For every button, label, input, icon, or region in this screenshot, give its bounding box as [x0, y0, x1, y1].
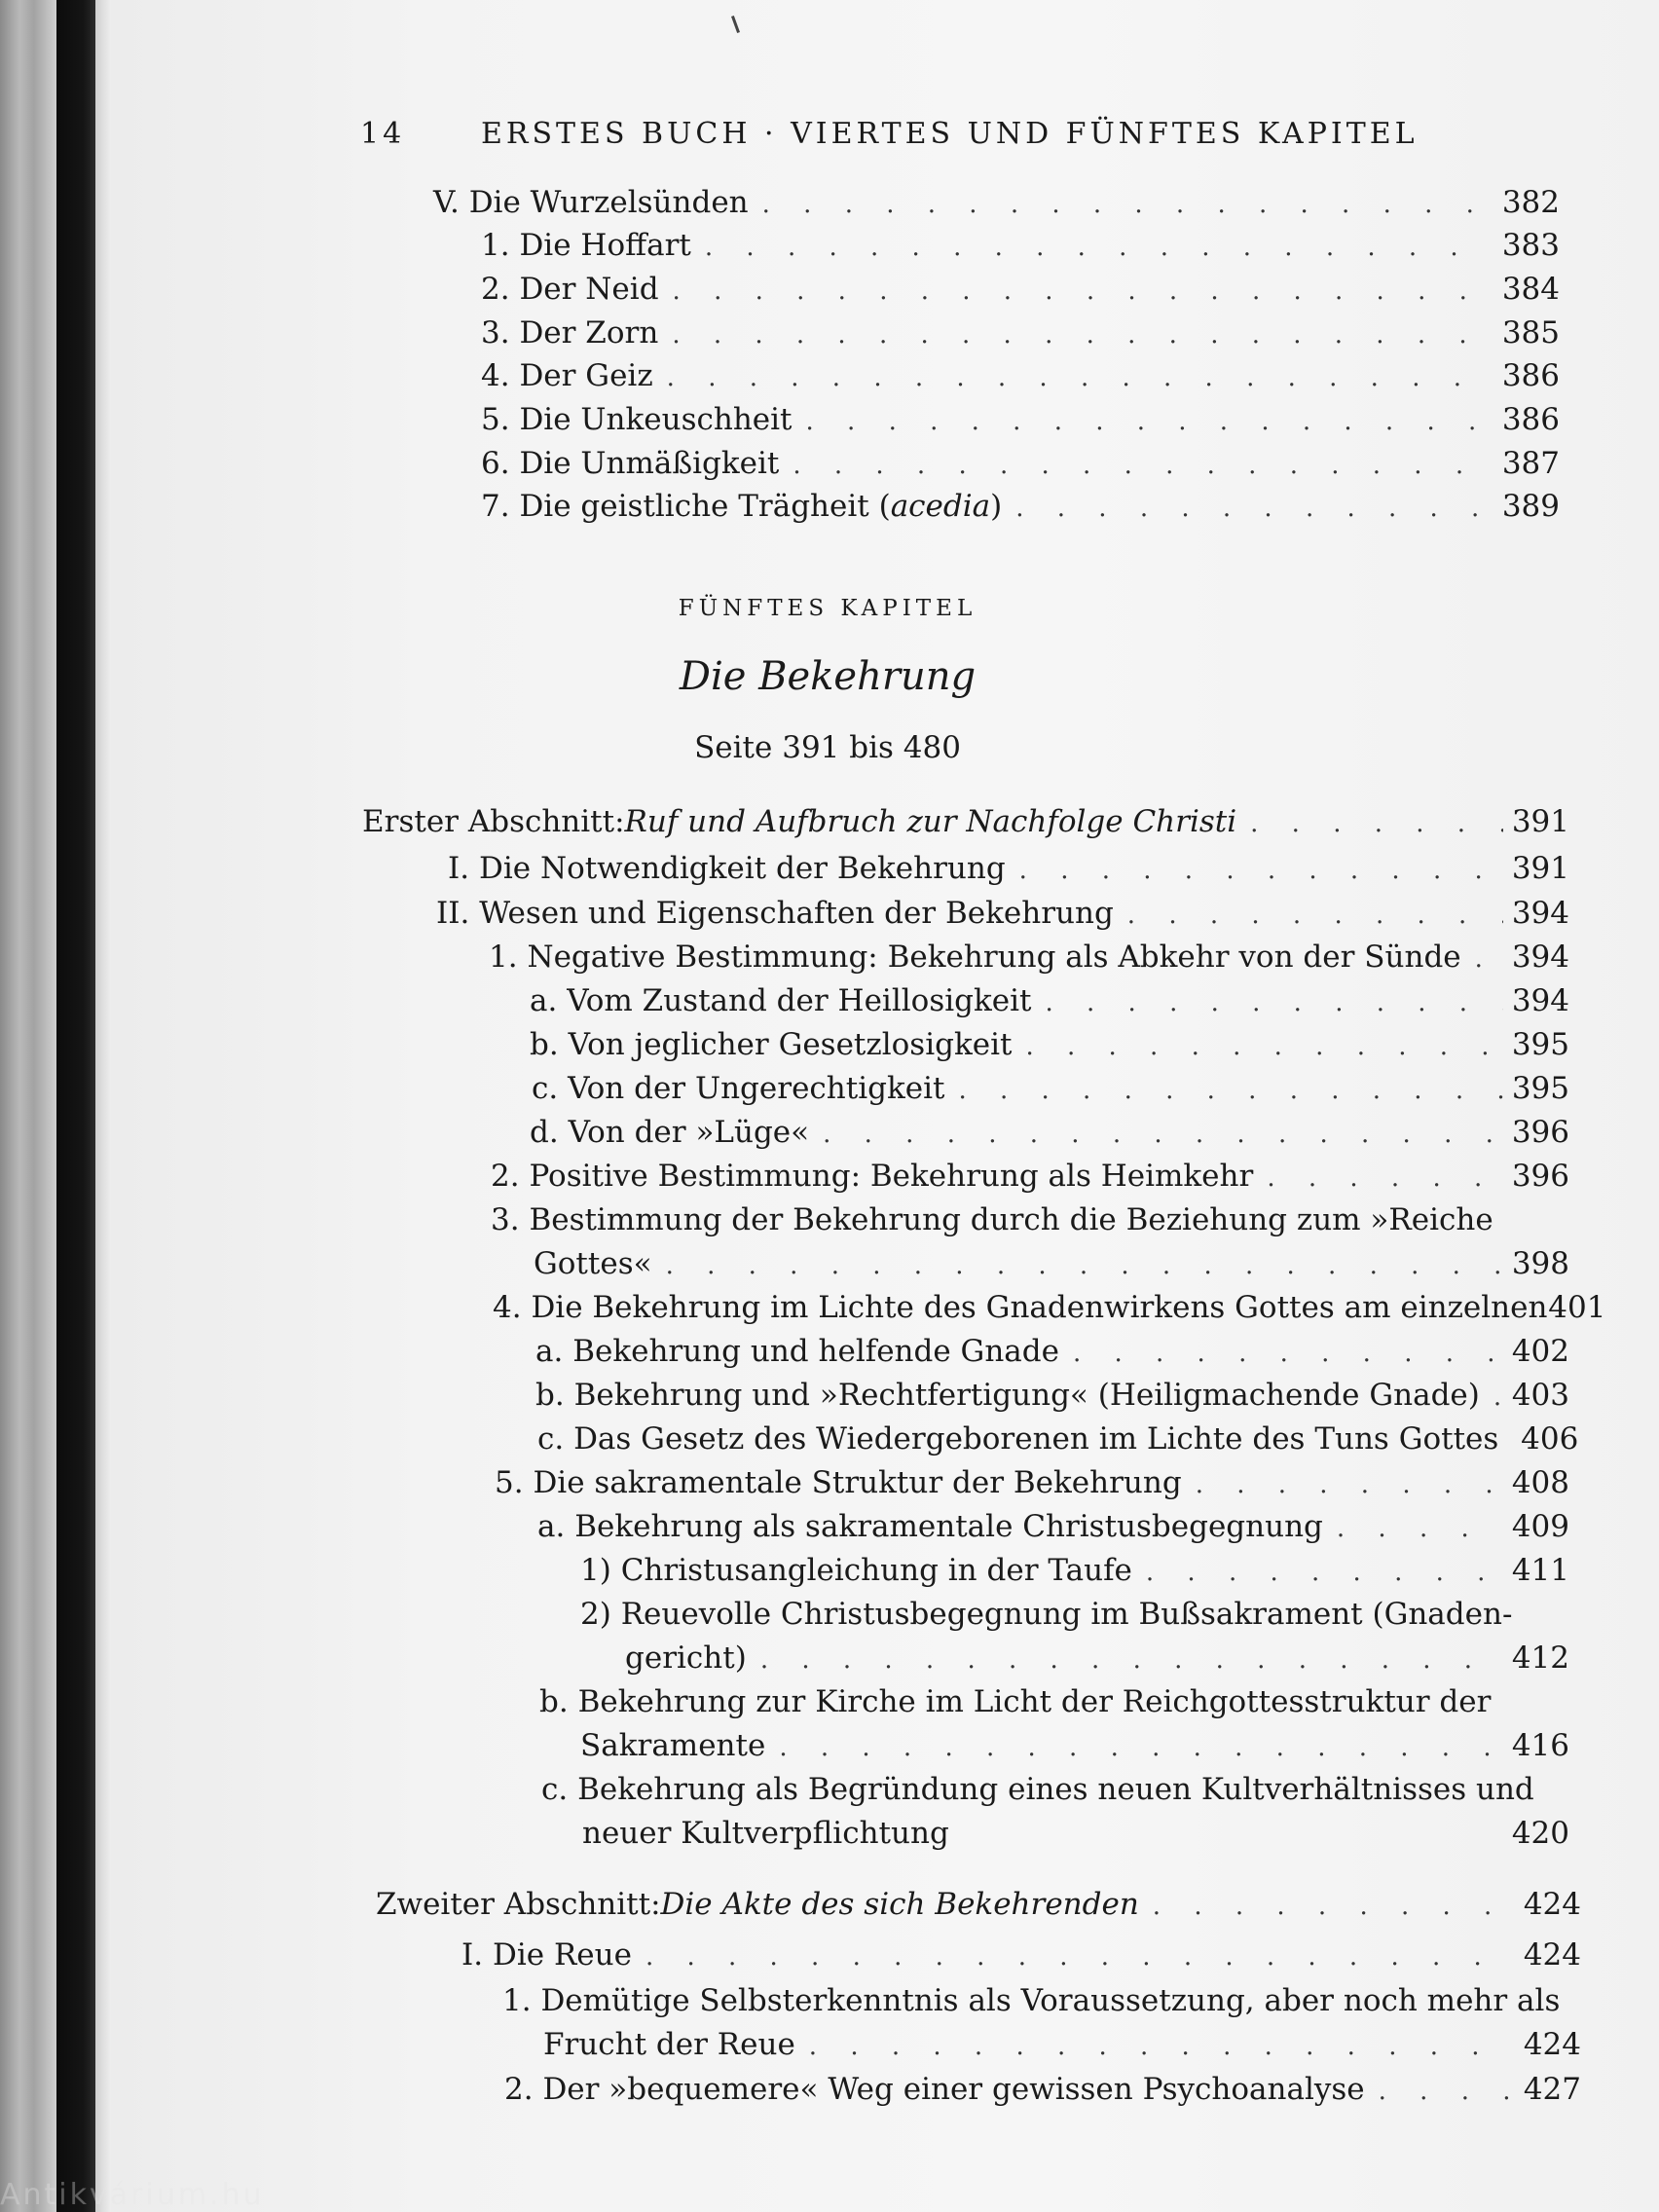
toc-entry: 5. Die sakramentale Struktur der Bekehrung . . . 408	[495, 1465, 1569, 1500]
toc-entry-line: 2) Reuevolle Christusbegegnung im Bußsakrament (Gnaden-	[580, 1597, 1513, 1632]
toc-entry: gericht) . . . 412	[625, 1641, 1569, 1676]
toc-entry: 1. Die Hoffart . . . 383	[481, 228, 1560, 263]
toc-entry: 6. Die Unmäßigkeit . . . 387	[481, 446, 1560, 481]
toc-entry: 2. Der »bequemere« Weg einer gewissen Psychoanalyse . . . 427	[504, 2072, 1581, 2107]
toc-entry: 2. Positive Bestimmung: Bekehrung als Heimkehr . . . 396	[491, 1159, 1569, 1194]
toc-entry: Gottes« . . . 398	[534, 1246, 1569, 1281]
toc-entry: c. Das Gesetz des Wiedergeborenen im Lichte des Tuns Gottes 406	[537, 1421, 1579, 1456]
running-title: ERSTES BUCH · VIERTES UND FÜNFTES KAPITEL	[481, 117, 1419, 151]
chapter-title: Die Bekehrung	[679, 654, 977, 699]
book-binding	[0, 0, 56, 2212]
toc-entry: 4. Die Bekehrung im Lichte des Gnadenwirkens Gottes am einzelnen 401	[493, 1290, 1606, 1325]
toc-entry: a. Bekehrung und helfende Gnade . . . 402	[535, 1334, 1569, 1369]
toc-entry: 1) Christusangleichung in der Taufe . . . 411	[580, 1553, 1569, 1588]
toc-entry: II. Wesen und Eigenschaften der Bekehrung . . . 394	[436, 896, 1569, 931]
toc-entry: a. Bekehrung als sakramentale Christusbegegnung . . . 409	[537, 1509, 1569, 1544]
toc-section: Erster Abschnitt: Ruf und Aufbruch zur Nachfolge Christi . . . 391	[362, 804, 1569, 839]
toc-entry: d. Von der »Lüge« . . . 396	[530, 1115, 1569, 1150]
toc-entry: 5. Die Unkeuschheit . . . 386	[481, 402, 1560, 437]
page-edge	[95, 0, 111, 2212]
toc-entry: b. Bekehrung und »Rechtfertigung« (Heiligmachende Gnade) . . . 403	[535, 1378, 1569, 1413]
chapter-page-range: Seite 391 bis 480	[694, 730, 961, 765]
toc-entry: I. Die Notwendigkeit der Bekehrung . . . 391	[448, 851, 1569, 886]
toc-entry: neuer Kultverpflichtung 420	[582, 1816, 1569, 1851]
toc-entry: c. Von der Ungerechtigkeit . . . 395	[532, 1071, 1569, 1106]
toc-entry: b. Von jeglicher Gesetzlosigkeit . . . 395	[530, 1027, 1569, 1062]
toc-entry-line: b. Bekehrung zur Kirche im Licht der Reichgottesstruktur der	[539, 1684, 1492, 1719]
toc-entry-line: 1. Demütige Selbsterkenntnis als Voraussetzung, aber noch mehr als	[502, 1983, 1561, 2018]
chapter-label: FÜNFTES KAPITEL	[678, 596, 977, 621]
toc-entry: 4. Der Geiz . . . 386	[481, 358, 1560, 393]
toc-entry: I. Die Reue . . . 424	[461, 1937, 1581, 1972]
leader-dots	[762, 190, 1493, 219]
toc-entry: 2. Der Neid . . . 384	[481, 272, 1560, 307]
toc-entry: 3. Der Zorn . . . 385	[481, 315, 1560, 350]
toc-section: Zweiter Abschnitt: Die Akte des sich Bekehrenden . . . 424	[376, 1887, 1581, 1922]
toc-entry: a. Vom Zustand der Heillosigkeit . . . 394	[530, 983, 1569, 1018]
toc-entry-line: 3. Bestimmung der Bekehrung durch die Beziehung zum »Reiche	[491, 1202, 1493, 1237]
binding-shadow	[56, 0, 95, 2212]
toc-entry: 7. Die geistliche Trägheit (acedia) . . . 389	[481, 489, 1560, 524]
watermark: Antikvárium.hu	[0, 2178, 265, 2212]
toc-entry: Sakramente . . . 416	[580, 1728, 1569, 1763]
toc-entry-line: c. Bekehrung als Begründung eines neuen Kultverhältnisses und	[541, 1772, 1534, 1807]
page-number: 14	[360, 117, 406, 151]
toc-entry: 1. Negative Bestimmung: Bekehrung als Abkehr von der Sünde . . . 394	[489, 940, 1569, 975]
toc-entry: V. Die Wurzelsünden . . . 382	[433, 185, 1560, 220]
toc-entry: Frucht der Reue . . . 424	[543, 2027, 1581, 2062]
